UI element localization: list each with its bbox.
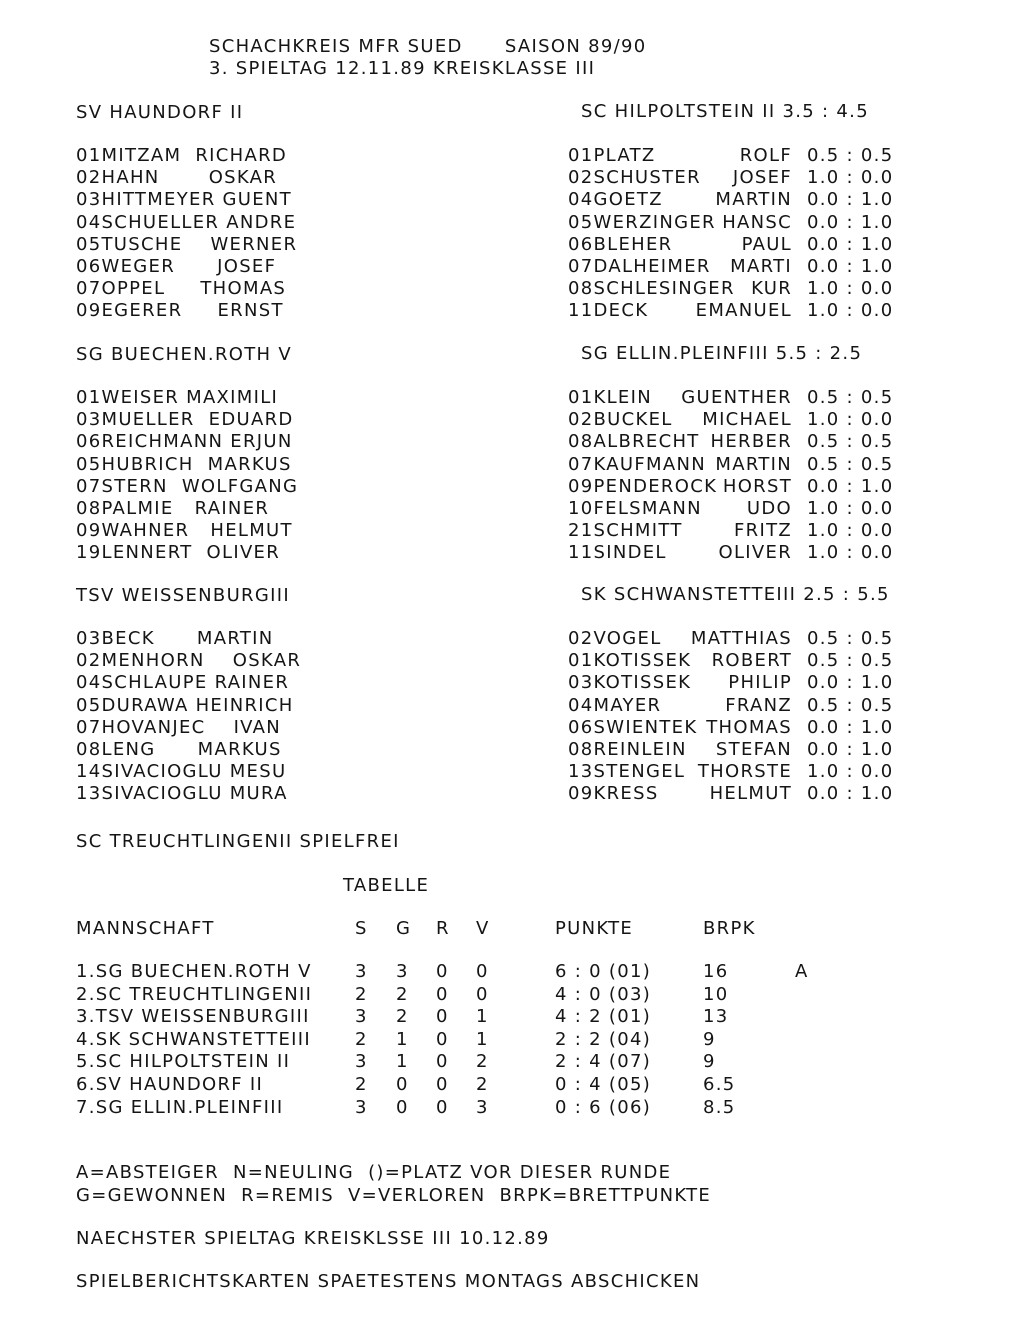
game-row (0, 168, 1024, 188)
row-r: 0 (436, 1051, 449, 1073)
match-home-team: TSV WEISSENBURGIII (76, 585, 290, 606)
game-away-first-name: MARTIN (715, 453, 792, 475)
game-result: 0.5 : 0.5 (807, 431, 894, 453)
row-team: 2.SC TREUCHTLINGENII (76, 983, 313, 1005)
row-s: 2 (355, 1074, 368, 1095)
game-row (0, 455, 1024, 475)
game-home-player: 04SCHLAUPE RAINER (76, 672, 290, 694)
game-home-player: 13SIVACIOGLU MURA (76, 783, 288, 805)
game-row (0, 762, 1024, 782)
row-s: 3 (355, 1051, 368, 1073)
legend-line-2: G=GEWONNEN R=REMIS V=VERLOREN BRPK=BRETTPUNKTE (76, 1185, 712, 1206)
game-row (0, 673, 1024, 693)
header-brpk: BRPK (703, 918, 756, 939)
game-home-player: 14SIVACIOGLU MESU (76, 761, 287, 783)
legend-line-1: A=ABSTEIGER N=NEULING ()=PLATZ VOR DIESER RUNDE (76, 1162, 672, 1183)
game-away-player: 01PLATZ (568, 145, 656, 166)
game-row (0, 279, 1024, 299)
game-away-first-name: EMANUEL (695, 300, 792, 322)
game-row (0, 190, 1024, 210)
row-r: 0 (436, 1074, 449, 1095)
game-away-player: 04GOETZ (568, 189, 663, 211)
row-r: 0 (436, 1006, 449, 1028)
game-row (0, 499, 1024, 519)
game-away-player: 21SCHMITT (568, 520, 683, 542)
row-g: 2 (396, 983, 409, 1005)
game-result: 1.0 : 0.0 (807, 498, 894, 519)
row-brpk: 10 (703, 983, 729, 1005)
row-note: A (795, 961, 809, 982)
game-away-player: 02SCHUSTER (568, 167, 701, 189)
game-home-player: 03HITTMEYER GUENT (76, 189, 292, 211)
game-away-first-name: MATTHIAS (690, 628, 792, 649)
header-r: R (436, 918, 450, 939)
game-away-first-name: HANSC (722, 211, 792, 233)
game-result: 0.5 : 0.5 (807, 650, 894, 672)
game-result: 0.5 : 0.5 (807, 694, 894, 716)
game-result: 0.0 : 1.0 (807, 211, 894, 233)
game-away-first-name: UDO (746, 498, 792, 519)
row-s: 2 (355, 1028, 368, 1050)
report-note: SPIELBERICHTSKARTEN SPAETESTENS MONTAGS ABSCHICKEN (76, 1271, 701, 1292)
row-r: 0 (436, 983, 449, 1005)
game-result: 1.0 : 0.0 (807, 542, 894, 564)
game-away-player: 08SCHLESINGER (568, 278, 735, 300)
game-home-player: 03MUELLER EDUARD (76, 409, 294, 431)
game-away-first-name: THOMAS (706, 716, 792, 738)
game-result: 1.0 : 0.0 (807, 520, 894, 542)
game-home-player: 05TUSCHE WERNER (76, 233, 298, 255)
game-away-first-name: FRITZ (734, 520, 792, 542)
game-home-player: 08LENG MARKUS (76, 739, 282, 760)
row-g: 2 (396, 1006, 409, 1028)
row-punkte: 0 : 6 (06) (555, 1096, 652, 1118)
game-away-player: 11DECK (568, 300, 649, 322)
row-v: 0 (476, 961, 489, 982)
game-result: 0.0 : 1.0 (807, 189, 894, 211)
game-home-player: 06WEGER JOSEF (76, 256, 277, 277)
row-g: 1 (396, 1051, 409, 1073)
game-home-player: 02HAHN OSKAR (76, 167, 278, 189)
row-g: 0 (396, 1074, 409, 1095)
row-v: 2 (476, 1074, 489, 1095)
game-home-player: 07HOVANJEC IVAN (76, 716, 282, 738)
game-home-player: 05HUBRICH MARKUS (76, 453, 292, 475)
table-row (0, 962, 1024, 982)
header-g: G (396, 918, 412, 939)
game-away-first-name: HORST (722, 475, 792, 497)
game-away-player: 02BUCKEL (568, 409, 673, 431)
table-title: TABELLE (343, 875, 430, 896)
game-away-player: 07DALHEIMER (568, 256, 711, 277)
game-result: 1.0 : 0.0 (807, 167, 894, 189)
game-home-player: 09WAHNER HELMUT (76, 520, 293, 542)
row-brpk: 8.5 (703, 1096, 736, 1118)
row-team: 3.TSV WEISSENBURGIII (76, 1006, 310, 1028)
game-away-first-name: PHILIP (728, 672, 792, 694)
game-away-player: 06BLEHER (568, 233, 673, 255)
row-s: 3 (355, 961, 368, 982)
game-home-player: 02MENHORN OSKAR (76, 650, 302, 672)
game-away-first-name: GUENTHER (681, 387, 792, 408)
row-punkte: 4 : 0 (03) (555, 983, 652, 1005)
game-home-player: 07OPPEL THOMAS (76, 278, 287, 300)
game-row (0, 477, 1024, 497)
row-s: 2 (355, 983, 368, 1005)
game-away-first-name: HELMUT (709, 783, 792, 805)
game-row (0, 301, 1024, 321)
game-row (0, 543, 1024, 563)
game-away-first-name: KUR (751, 278, 792, 300)
match-home-team: SG BUECHEN.ROTH V (76, 344, 292, 365)
game-away-first-name: OLIVER (718, 542, 792, 564)
header-v: V (476, 918, 490, 939)
game-away-player: 01KOTISSEK (568, 650, 692, 672)
row-v: 0 (476, 983, 489, 1005)
header-punkte: PUNKTE (555, 918, 634, 939)
game-away-player: 13STENGEL (568, 761, 686, 783)
header-line-2: 3. SPIELTAG 12.11.89 KREISKLASSE III (209, 58, 596, 79)
next-matchday: NAECHSTER SPIELTAG KREISKLSSE III 10.12.89 (76, 1228, 550, 1249)
row-r: 0 (436, 961, 449, 982)
game-home-player: 07STERN WOLFGANG (76, 475, 299, 497)
game-row (0, 257, 1024, 277)
header-s: S (355, 918, 368, 939)
game-result: 0.5 : 0.5 (807, 453, 894, 475)
table-row (0, 1030, 1024, 1050)
row-punkte: 2 : 4 (07) (555, 1051, 652, 1073)
game-result: 0.0 : 1.0 (807, 739, 894, 760)
table-row (0, 1007, 1024, 1027)
game-result: 0.0 : 1.0 (807, 672, 894, 694)
game-result: 0.0 : 1.0 (807, 716, 894, 738)
table-row (0, 1075, 1024, 1095)
game-row (0, 784, 1024, 804)
header-team: MANNSCHAFT (76, 918, 215, 939)
game-result: 0.0 : 1.0 (807, 475, 894, 497)
game-result: 0.5 : 0.5 (807, 387, 894, 408)
game-away-player: 04MAYER (568, 694, 662, 716)
game-away-first-name: ROLF (739, 145, 792, 166)
row-punkte: 6 : 0 (01) (555, 961, 652, 982)
row-punkte: 0 : 4 (05) (555, 1074, 652, 1095)
bye-note: SC TREUCHTLINGENII SPIELFREI (76, 831, 400, 852)
game-result: 1.0 : 0.0 (807, 409, 894, 431)
game-home-player: 08PALMIE RAINER (76, 498, 270, 519)
header-line-1: SCHACHKREIS MFR SUED SAISON 89/90 (209, 36, 647, 57)
game-result: 0.0 : 1.0 (807, 233, 894, 255)
game-row (0, 651, 1024, 671)
game-row (0, 740, 1024, 760)
game-row (0, 213, 1024, 233)
row-r: 0 (436, 1028, 449, 1050)
game-home-player: 06REICHMANN ERJUN (76, 431, 293, 453)
row-v: 1 (476, 1028, 489, 1050)
game-away-player: 08ALBRECHT (568, 431, 700, 453)
game-row (0, 696, 1024, 716)
game-away-player: 11SINDEL (568, 542, 667, 564)
row-v: 1 (476, 1006, 489, 1028)
match-home-team: SV HAUNDORF II (76, 102, 244, 123)
row-brpk: 9 (703, 1028, 716, 1050)
row-g: 3 (396, 961, 409, 982)
game-away-first-name: PAUL (741, 233, 792, 255)
game-home-player: 01MITZAM RICHARD (76, 145, 288, 166)
row-s: 3 (355, 1096, 368, 1118)
table-header-row (0, 919, 1024, 939)
row-team: 6.SV HAUNDORF II (76, 1074, 264, 1095)
table-row (0, 985, 1024, 1005)
match-away-team-score: SK SCHWANSTETTEIII 2.5 : 5.5 (581, 584, 890, 605)
match-away-team-score: SC HILPOLTSTEIN II 3.5 : 4.5 (581, 101, 869, 122)
game-away-player: 02VOGEL (568, 628, 662, 649)
game-home-player: 01WEISER MAXIMILI (76, 387, 279, 408)
game-row (0, 718, 1024, 738)
game-row (0, 432, 1024, 452)
game-row (0, 521, 1024, 541)
game-away-player: 08REINLEIN (568, 739, 687, 760)
game-home-player: 05DURAWA HEINRICH (76, 694, 294, 716)
row-team: 4.SK SCHWANSTETTEIII (76, 1028, 312, 1050)
game-row (0, 410, 1024, 430)
game-result: 0.5 : 0.5 (807, 628, 894, 649)
game-result: 0.5 : 0.5 (807, 145, 894, 166)
game-result: 0.0 : 1.0 (807, 783, 894, 805)
game-row (0, 235, 1024, 255)
game-home-player: 04SCHUELLER ANDRE (76, 211, 297, 233)
game-row (0, 388, 1024, 408)
row-team: 7.SG ELLIN.PLEINFIII (76, 1096, 284, 1118)
game-away-first-name: FRANZ (725, 694, 792, 716)
table-row (0, 1098, 1024, 1118)
row-v: 2 (476, 1051, 489, 1073)
game-away-first-name: MARTIN (715, 189, 792, 211)
game-away-player: 03KOTISSEK (568, 672, 692, 694)
game-result: 0.0 : 1.0 (807, 256, 894, 277)
game-result: 1.0 : 0.0 (807, 278, 894, 300)
row-g: 0 (396, 1096, 409, 1118)
row-v: 3 (476, 1096, 489, 1118)
game-away-player: 07KAUFMANN (568, 453, 707, 475)
game-home-player: 03BECK MARTIN (76, 628, 274, 649)
game-home-player: 19LENNERT OLIVER (76, 542, 281, 564)
row-punkte: 2 : 2 (04) (555, 1028, 652, 1050)
game-away-first-name: MARTI (730, 256, 792, 277)
game-away-first-name: THORSTE (697, 761, 792, 783)
row-punkte: 4 : 2 (01) (555, 1006, 652, 1028)
game-away-first-name: ROBERT (711, 650, 792, 672)
row-brpk: 9 (703, 1051, 716, 1073)
row-team: 1.SG BUECHEN.ROTH V (76, 961, 312, 982)
game-away-player: 05WERZINGER (568, 211, 716, 233)
game-result: 1.0 : 0.0 (807, 300, 894, 322)
game-home-player: 09EGERER ERNST (76, 300, 284, 322)
row-g: 1 (396, 1028, 409, 1050)
game-away-first-name: JOSEF (732, 167, 792, 189)
game-away-first-name: HERBER (710, 431, 792, 453)
row-brpk: 13 (703, 1006, 729, 1028)
game-away-player: 01KLEIN (568, 387, 652, 408)
row-team: 5.SC HILPOLTSTEIN II (76, 1051, 291, 1073)
game-away-player: 06SWIENTEK (568, 716, 698, 738)
game-away-first-name: MICHAEL (702, 409, 792, 431)
row-brpk: 6.5 (703, 1074, 736, 1095)
game-away-player: 10FELSMANN (568, 498, 702, 519)
game-row (0, 146, 1024, 166)
row-r: 0 (436, 1096, 449, 1118)
game-away-player: 09KRESS (568, 783, 659, 805)
game-row (0, 629, 1024, 649)
game-result: 1.0 : 0.0 (807, 761, 894, 783)
match-away-team-score: SG ELLIN.PLEINFIII 5.5 : 2.5 (581, 343, 863, 364)
game-away-first-name: STEFAN (715, 739, 792, 760)
row-s: 3 (355, 1006, 368, 1028)
table-row (0, 1052, 1024, 1072)
row-brpk: 16 (703, 961, 729, 982)
game-away-player: 09PENDEROCK (568, 475, 718, 497)
